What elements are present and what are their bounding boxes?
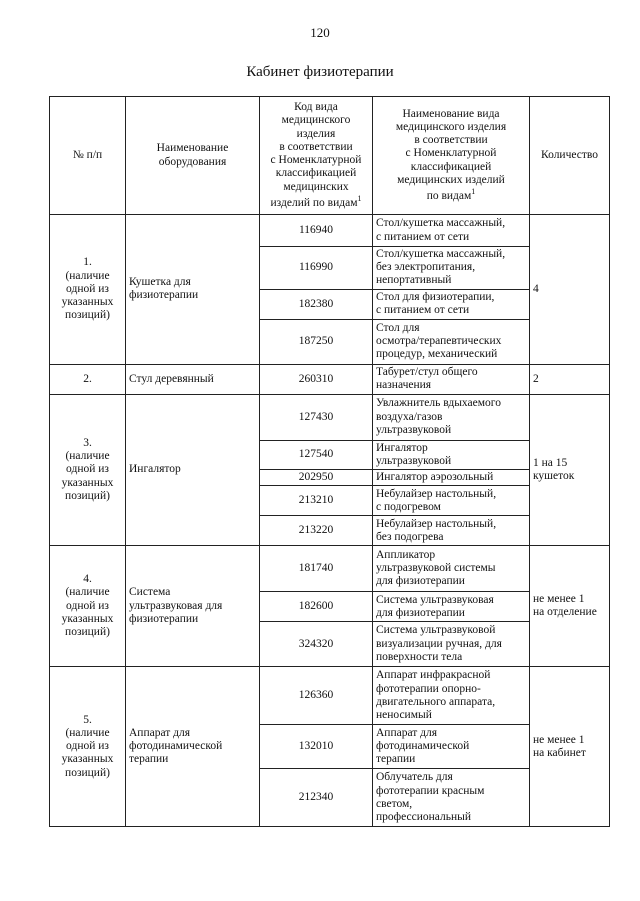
header-qty: Количество xyxy=(530,97,610,215)
page-number: 120 xyxy=(310,25,330,40)
device-kind-name: Ингалятор ультразвуковой xyxy=(373,440,530,469)
device-code: 126360 xyxy=(260,667,373,725)
row-number: 1. (наличие одной из указанных позиций) xyxy=(50,215,126,365)
quantity: 2 xyxy=(530,364,610,394)
equipment-name: Система ультразвуковая для физиотерапии xyxy=(126,546,260,667)
device-code: 260310 xyxy=(260,364,373,394)
table-row xyxy=(50,667,610,725)
device-code: 182600 xyxy=(260,592,373,622)
row-number: 5. (наличие одной из указанных позиций) xyxy=(50,667,126,827)
device-code: 116940 xyxy=(260,215,373,247)
device-code: 213210 xyxy=(260,486,373,516)
row-number: 4. (наличие одной из указанных позиций) xyxy=(50,546,126,667)
header-num: № п/п xyxy=(50,97,126,215)
device-code: 187250 xyxy=(260,319,373,364)
device-code: 182380 xyxy=(260,289,373,319)
table-row xyxy=(50,546,610,592)
quantity: не менее 1 на отделение xyxy=(530,546,610,667)
equipment-name: Аппарат для фотодинамической терапии xyxy=(126,667,260,827)
device-code: 202950 xyxy=(260,470,373,486)
device-kind-name: Система ультразвуковая для физиотерапии xyxy=(373,592,530,622)
device-kind-name: Аппликатор ультразвуковой системы для физиотерапии xyxy=(373,546,530,592)
quantity: не менее 1 на кабинет xyxy=(530,667,610,827)
device-kind-name: Стол/кушетка массажный, без электропитания, непортативный xyxy=(373,247,530,290)
header-kind: Наименование вида медицинского изделия в соответствии с Номенклатурной классификацией медицинских изделий по видам$^1$ xyxy=(373,97,530,215)
device-code: 212340 xyxy=(260,769,373,827)
device-code: 116990 xyxy=(260,247,373,290)
device-kind-name: Облучатель для фототерапии красным светом, профессиональный xyxy=(373,769,530,827)
device-kind-name: Увлажнитель вдыхаемого воздуха/газов ультразвуковой xyxy=(373,394,530,440)
device-kind-name: Аппарат инфракрасной фототерапии опорно- двигательного аппарата, неносимый xyxy=(373,667,530,725)
device-kind-name: Табурет/стул общего назначения xyxy=(373,364,530,394)
page-title: Кабинет физиотерапии xyxy=(246,64,394,80)
table-body xyxy=(50,215,610,827)
quantity: 4 xyxy=(530,215,610,365)
device-kind-name: Аппарат для фотодинамической терапии xyxy=(373,725,530,769)
device-kind-name: Ингалятор аэрозольный xyxy=(373,470,530,486)
equipment-name: Кушетка для физиотерапии xyxy=(126,215,260,365)
header-code: Код вида медицинского изделия в соответствии с Номенклатурной классификацией медицинских изделий по видам$^1$ xyxy=(260,97,373,215)
device-kind-name: Небулайзер настольный, с подогревом xyxy=(373,486,530,516)
row-number: 3. (наличие одной из указанных позиций) xyxy=(50,394,126,546)
device-kind-name: Стол/кушетка массажный, с питанием от сети xyxy=(373,215,530,247)
device-code: 127430 xyxy=(260,394,373,440)
table-row xyxy=(50,394,610,440)
table-row xyxy=(50,364,610,394)
row-number: 2. xyxy=(50,364,126,394)
quantity: 1 на 15 кушеток xyxy=(530,394,610,546)
device-kind-name: Стол для физиотерапии, с питанием от сети xyxy=(373,289,530,319)
device-kind-name: Стол для осмотра/терапевтических процедур, механический xyxy=(373,319,530,364)
device-code: 132010 xyxy=(260,725,373,769)
equipment-name: Ингалятор xyxy=(126,394,260,546)
device-code: 181740 xyxy=(260,546,373,592)
device-kind-name: Система ультразвуковой визуализации ручная, для поверхности тела xyxy=(373,622,530,667)
equipment-name: Стул деревянный xyxy=(126,364,260,394)
device-code: 213220 xyxy=(260,516,373,546)
header-equipment: Наименование оборудования xyxy=(126,97,260,215)
table-row xyxy=(50,215,610,247)
equipment-table xyxy=(49,96,610,827)
device-code: 324320 xyxy=(260,622,373,667)
device-kind-name: Небулайзер настольный, без подогрева xyxy=(373,516,530,546)
device-code: 127540 xyxy=(260,440,373,469)
